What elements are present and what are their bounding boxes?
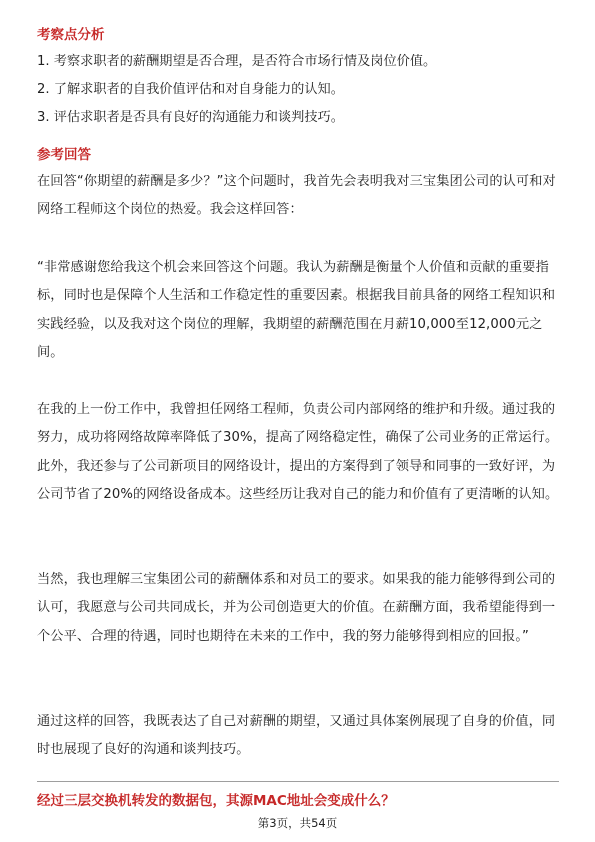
analysis-point-1: 1. 考察求职者的薪酬期望是否合理，是否符合市场行情及岗位价值。 [37, 54, 437, 69]
page-footer: 第3页，共54页 [257, 816, 338, 830]
answer-heading: 参考回答 [37, 147, 91, 163]
answer-paragraph-salary: “非常感谢您给我这个机会来回答这个问题。我认为薪酬是衡量个人价值和贡献的重要指标，同时也是保障个人生活和工作稳定性的重要因素。根据我目前具备的网络工程知识和实践经验，以及我对这个岗位的理解，我期望的薪酬范围在月薪10,000至12,000元之间。 [37, 260, 556, 361]
next-question-heading: 经过三层交换机转发的数据包，其源MAC地址会变成什么？ [37, 793, 395, 809]
answer-paragraph-experience: 在我的上一份工作中，我曾担任网络工程师，负责公司内部网络的维护和升级。通过我的努力，成功将网络故障率降低了30%，提高了网络稳定性，确保了公司业务的正常运行。此外，我还参与了公司新项目的网络设计，提出的方案得到了领导和同事的一致好评，为公司节省了20%的网络设备成本。这些经历让我对自己的能力和价值有了更清晰的认知。 [37, 402, 559, 503]
section-divider [37, 781, 559, 782]
answer-paragraph-summary: 通过这样的回答，我既表达了自己对薪酬的期望，又通过具体案例展现了自身的价值，同时也展现了良好的沟通和谈判技巧。 [37, 714, 556, 758]
analysis-point-3: 3. 评估求职者是否具有良好的沟通能力和谈判技巧。 [37, 110, 344, 125]
analysis-heading: 考察点分析 [37, 27, 105, 43]
analysis-point-2: 2. 了解求职者的自我价值评估和对自身能力的认知。 [37, 82, 344, 97]
answer-paragraph-expectation: 当然，我也理解三宝集团公司的薪酬体系和对员工的要求。如果我的能力能够得到公司的认可，我愿意与公司共同成长，并为公司创造更大的价值。在薪酬方面，我希望能得到一个公平、合理的待遇，同时也期待在未来的工作中，我的努力能够得到相应的回报。” [37, 572, 556, 644]
answer-paragraph-intro: 在回答“你期望的薪酬是多少？”这个问题时，我首先会表明我对三宝集团公司的认可和对网络工程师这个岗位的热爱。我会这样回答： [37, 174, 556, 218]
